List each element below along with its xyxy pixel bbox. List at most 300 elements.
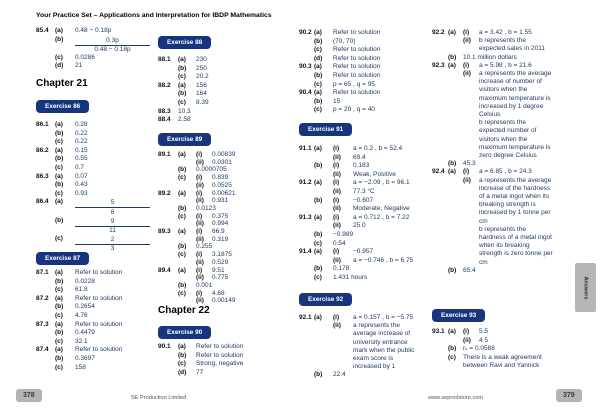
answer-value: 158 [75,363,86,371]
answer-row [36,27,150,36]
answer-value: Refer to solution [75,294,123,302]
answer-value: 77 [196,368,204,376]
answer-value: 250 [196,64,207,72]
answer-value: 21 [75,62,83,70]
exercise-93-badge: Exercise 93 [432,309,485,322]
answer-value: −0.989 [333,230,354,238]
answers-90-1 [158,343,280,377]
part-label: (b) [55,277,64,285]
question-number: 88.1 [158,56,171,63]
subpart-label: (ii) [333,187,341,195]
part-label: (b) [314,162,323,170]
part-label: (c) [314,80,322,88]
part-label: (b) [314,71,323,79]
answer-value: Refer to solution [75,320,123,328]
subpart-label: (i) [333,162,340,170]
question-number: 92.2 [432,29,445,36]
answer-row [299,197,423,206]
answer-value: 32.1 [75,337,88,345]
part-label: (b) [448,345,457,353]
answer-value: 0.255 [196,243,213,251]
answer-value: 0.22 [75,138,88,146]
part-label: (c) [178,360,186,368]
subpart-label: (ii) [333,153,341,161]
subpart-label: (ii) [333,205,341,213]
part-label: (a) [178,81,186,89]
part-label: (b) [178,243,187,251]
answer-value: 0.931 [212,197,229,205]
part-label: (b) [55,155,64,163]
answer-value: 0.2654 [75,303,95,311]
answer-value: 22.4 [333,371,346,379]
question-number: 90.1 [158,343,171,350]
answer-value: 4.76 [75,311,88,319]
answer-value: 0.22 [75,129,88,137]
question-number: 89.1 [158,151,171,158]
part-label: (a) [314,89,322,97]
question-number: 86.4 [36,198,49,206]
subpart-label: (i) [196,266,203,274]
answer-row [299,162,423,171]
subpart-label: (i) [333,248,340,256]
answer-value: 4.68 [212,289,225,297]
answer-row [158,190,280,198]
answer-row [158,343,280,352]
part-label: (c) [55,311,63,319]
part-label: (a) [55,320,63,328]
answer-row [299,106,423,115]
answer-row [158,99,280,108]
answers-side-tab-label: Answers [582,276,589,299]
part-label: (b) [314,371,323,379]
subpart-label: (ii) [333,222,341,230]
page-number-right: 379 [556,389,582,402]
part-label: (d) [55,62,64,70]
subpart-label: (i) [196,151,203,158]
answer-value: 0.54 [333,239,346,247]
subpart-label: (ii) [196,197,204,205]
answer-row [432,226,553,267]
question-number: 92.1 [299,314,312,321]
answer-row [158,82,280,91]
answer-row [432,267,553,275]
question-number: 87.4 [36,346,49,354]
question-number: 90.3 [299,63,312,71]
part-label: (b) [55,354,64,362]
part-label: (a) [448,328,456,335]
answer-row [432,337,553,346]
exercise-90-badge: Exercise 90 [158,326,211,339]
part-label: (d) [178,368,187,376]
answer-value: 25.0 [353,222,366,230]
part-label: (c) [178,289,186,297]
answer-row [299,145,423,154]
answer-value: Refer to solution [333,46,381,54]
answer-row [36,312,150,321]
answer-value: 0.7 [75,163,85,171]
subpart-label: (ii) [196,235,204,243]
answer-row [299,231,423,240]
answer-row [158,174,280,182]
answer-row [36,364,150,373]
subpart-label: (i) [196,228,203,236]
part-label: (c) [448,353,456,361]
answer-row [158,73,280,82]
part-label: (b) [55,303,64,311]
answer-value: a represents the average increase of number of visitors when the maximum temperature is increased by 1 degree Celsius [479,70,552,119]
answer-value: 20.2 [196,73,209,81]
answer-value: b represents the expected number of visitors when the maximum temperature is zero degree Celsius [479,119,551,160]
part-label: (a) [314,63,322,71]
answer-row [299,222,423,231]
answer-row [158,159,280,167]
answer-value: (70, 70) [333,37,356,45]
part-label: (b) [314,97,323,105]
question-number: 92.3 [432,61,445,69]
exercise-92-badge: Exercise 92 [299,293,352,306]
answer-row [36,36,150,54]
answer-row [158,297,280,305]
answer-row [36,217,150,235]
answer-value: 0.001 [196,281,213,289]
answer-value: a = 0.2 , b = 52.4 [353,145,403,152]
answer-row [158,213,280,221]
part-label: (a) [55,294,63,302]
part-label: (a) [314,179,322,187]
part-label: (b) [314,37,323,45]
part-label: (a) [178,343,186,350]
part-label: (d) [314,54,323,62]
answer-value: Refer to solution [333,89,381,97]
question-number: 90.4 [299,89,312,97]
part-label: (b) [448,53,457,61]
question-number: 87.3 [36,320,49,328]
answer-value: Refer to solution [333,63,381,71]
answer-row [432,354,553,371]
answer-row [158,166,280,174]
answers-93 [432,328,553,371]
answer-row [36,338,150,347]
answer-row [299,274,423,283]
part-label: (b) [314,196,323,204]
exercise-88-badge: Exercise 88 [158,36,211,49]
question-number: 86.1 [36,121,49,128]
fraction-answer: 0.3p 0.48 − 0.18p [75,36,150,54]
answer-value: 0.529 [212,258,229,266]
answer-value: 69.4 [353,153,366,161]
part-label: (c) [55,53,63,61]
part-label: (c) [55,138,63,146]
part-label: (c) [55,337,63,345]
fraction-answer: 5 6 [75,198,150,216]
part-label: (b) [55,181,64,189]
answer-value: 0.4479 [75,329,95,337]
answer-row [36,147,150,156]
answer-value: a = 0.712 , b = 7.22 [353,213,410,221]
answer-value: 0.00839 [212,151,236,158]
answer-value: Refer to solution [196,351,244,359]
answer-value: −0.957 [353,248,374,256]
answer-row [299,81,423,90]
answer-value: Strong, negative [196,360,244,368]
part-label: (a) [178,56,186,63]
answer-row [36,121,150,130]
subpart-label: (i) [463,328,470,335]
part-label: (c) [314,46,322,54]
part-label: (a) [55,121,63,128]
answer-row [158,282,280,290]
subpart-label: (i) [196,174,203,182]
part-label: (a) [314,213,322,221]
part-label: (c) [178,212,186,220]
part-label: (b) [448,160,457,168]
answer-value: Refer to solution [75,269,123,276]
part-label: (a) [178,228,186,236]
part-label: (a) [55,198,63,206]
part-label: (a) [55,27,63,34]
part-label: (a) [55,269,63,276]
part-label: (c) [55,286,63,294]
subpart-label: (ii) [333,256,341,264]
subpart-label: (ii) [333,170,341,178]
subpart-label: (ii) [463,37,471,45]
answer-row [158,243,280,251]
answer-row [299,214,423,223]
answer-value: 0.43 [75,181,88,189]
answer-row [299,179,423,188]
answer-value: 0.183 [353,162,370,170]
answer-value: 10.3 [178,107,191,115]
answers-88 [158,56,280,125]
answer-value: 0.55 [75,155,88,163]
question-number: 93.1 [432,328,445,335]
answer-row [158,259,280,267]
answer-value: 45.3 [463,160,476,168]
page-number-left: 378 [16,389,42,402]
answer-value: a = −2.09 , b = 96.1 [353,179,410,187]
answer-value: 156 [196,81,207,89]
answers-87 [36,269,150,372]
question-number: 92.4 [432,168,445,176]
answer-row [158,290,280,298]
part-label: (c) [314,273,322,281]
answer-row [158,236,280,244]
part-label: (a) [448,61,456,69]
answer-value: 65.4 [463,266,476,274]
answer-value: a = 5.98 , b = 21.6 [479,61,532,69]
answer-row [36,62,150,71]
answer-row [36,54,150,63]
answers-92-2 [432,29,553,275]
part-label: (a) [314,29,322,36]
part-label: (b) [55,129,64,137]
subpart-label: (i) [333,314,340,321]
answer-row [432,29,553,37]
answer-row [158,90,280,99]
subpart-label: (i) [333,145,340,152]
question-number: 88.4 [158,116,171,124]
answer-row [299,29,423,38]
answer-row [299,257,423,266]
fraction-answer: 9 11 [75,217,150,235]
answer-row [36,155,150,164]
question-number: 86.3 [36,172,49,180]
subpart-label: (i) [463,29,470,36]
subpart-label: (i) [196,251,203,259]
answer-row [432,119,553,160]
subpart-label: (i) [196,212,203,220]
answer-value: 2.58 [178,116,191,124]
part-label: (c) [178,98,186,106]
subpart-label: (ii) [196,274,204,282]
exercise-87-badge: Exercise 87 [36,252,89,265]
exercise-89-badge: Exercise 89 [158,133,211,146]
part-label: (c) [178,174,186,182]
answer-value: There is a weak agreement between Ravi and Yannick [463,353,542,370]
answer-row [36,173,150,182]
part-label: (b) [178,351,187,359]
subpart-label: (ii) [463,176,471,184]
answer-value: 0.319 [212,235,229,243]
answer-value: 1.431 hours [333,273,368,281]
part-label: (b) [55,329,64,337]
answer-value: 0.15 [75,146,88,154]
answer-row [36,130,150,139]
answer-row [299,240,423,249]
answer-row [432,345,553,354]
answer-row [299,72,423,81]
answer-row [432,328,553,337]
subpart-label: (i) [463,168,470,176]
answer-row [158,220,280,228]
answer-value: Moderate, Negative [353,205,410,213]
answer-value: Refer to solution [196,343,244,350]
subpart-label: (ii) [463,70,471,78]
answer-row [158,251,280,259]
answer-value: 164 [196,90,207,98]
answer-value: 3.1875 [212,251,232,259]
answer-row [36,295,150,304]
part-label: (c) [178,73,186,81]
answer-value: 0.00149 [212,297,236,305]
answer-value: 9.51 [212,266,225,274]
part-label: (a) [178,266,186,274]
answer-row [158,151,280,159]
answers-89 [158,151,280,305]
part-label: (a) [314,248,322,256]
part-label: (b) [178,64,187,72]
answer-row [299,371,423,379]
question-number: 91.3 [299,213,312,221]
answer-value: Refer to solution [333,29,381,36]
answer-value: p = 20 , q = 40 [333,106,375,114]
answer-value: a represents the average increase of university entrance mark when the public exam score is increased by 1 [353,322,415,371]
answer-row [158,205,280,213]
part-label: (b) [55,216,64,224]
chapter-21-heading: Chapter 21 [36,78,88,89]
answer-row [36,329,150,338]
part-label: (a) [55,146,63,154]
answer-value: 15 [333,97,341,105]
subpart-label: (i) [196,189,203,197]
answer-value: rₛ = 0.0588 [463,345,495,353]
chapter-22-heading: Chapter 22 [158,305,210,316]
question-number: 89.3 [158,228,171,236]
answer-row [299,89,423,98]
answer-value: 0.0228 [75,277,95,285]
answers-side-tab [575,263,596,312]
subpart-label: (i) [333,213,340,221]
part-label: (b) [178,204,187,212]
answer-value: Refer to solution [333,71,381,79]
answer-row [158,228,280,236]
question-number: 91.1 [299,145,312,152]
part-label: (b) [314,265,323,273]
part-label: (b) [55,35,64,43]
answer-row [158,56,280,65]
answer-value: b represents the hardness of a metal ingot when its breaking strength is zero tonne per cm [479,225,553,266]
part-label: (a) [55,172,63,180]
answer-value: −0.607 [353,196,374,204]
answer-value: a = 3.42 , b = 1.55 [479,29,532,36]
answer-row [432,70,553,119]
question-number: 91.4 [299,248,312,256]
answer-row [299,55,423,64]
question-number: 89.4 [158,266,171,274]
answer-row [299,248,423,257]
answer-value: 0.07 [75,172,88,180]
answer-value: a = 0.157 , b = −5.75 [353,314,414,321]
answer-row [36,303,150,312]
subpart-label: (i) [333,179,340,187]
answer-row [299,314,423,322]
answer-value: 0.178 [333,265,350,273]
answer-row [299,205,423,214]
answer-row [36,198,150,216]
part-label: (c) [314,106,322,114]
answer-value: 10.1 million dollars [463,53,517,61]
answer-row [158,267,280,275]
part-label: (c) [178,251,186,259]
answer-row [299,63,423,72]
answer-row [36,235,150,253]
question-number: 88.2 [158,81,171,89]
question-number: 89.2 [158,189,171,197]
answer-value: 4.5 [479,336,489,344]
answer-row [299,322,423,371]
question-number: 86.2 [36,146,49,154]
part-label: (a) [178,189,186,197]
answer-value: 230 [196,56,207,63]
part-label: (b) [178,166,187,174]
subpart-label: (ii) [196,181,204,189]
subpart-label: (i) [196,289,203,297]
subpart-label: (ii) [333,322,341,330]
answer-value: 0.775 [212,274,229,282]
answer-row [36,355,150,364]
footer-publisher: SE Production Limited [131,395,187,401]
answer-value: 61.8 [75,286,88,294]
part-label: (a) [314,314,322,321]
answer-value: p = 65 , q = 95 [333,80,375,88]
answer-row [158,352,280,361]
question-number: 87.1 [36,269,49,276]
part-label: (a) [178,151,186,158]
answer-row [299,154,423,163]
part-label: (a) [448,29,456,36]
question-number: 91.2 [299,179,312,187]
answer-value: b represents the expected sales in 2011 [479,37,546,53]
